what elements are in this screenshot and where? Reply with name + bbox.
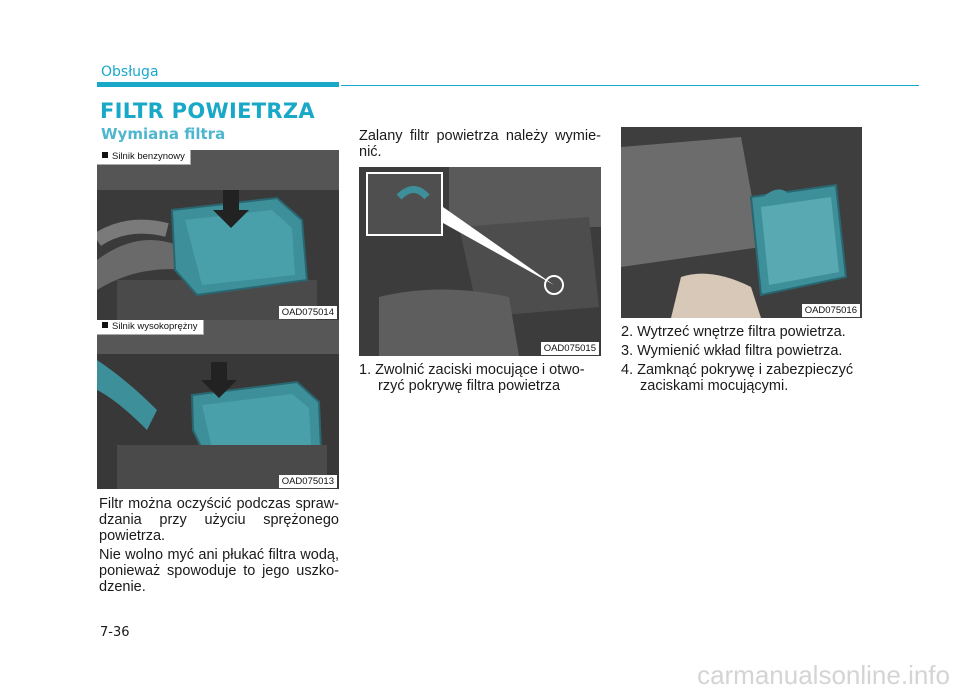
- paragraph-flooded: Zalany filtr powietrza należy wymie-nić.: [359, 128, 601, 160]
- page-title: FILTR POWIETRZA: [100, 99, 315, 123]
- watermark: carmanualsonline.info: [697, 660, 950, 690]
- square-bullet-icon: [102, 152, 108, 158]
- figure-filter-element: [621, 127, 862, 318]
- step-4: 4. Zamknąć pokrywę i zabezpieczyć zaciskami mocującymi.: [621, 362, 854, 394]
- step-1: 1. Zwolnić zaciski mocujące i otwo-rzyć pokrywę filtra powietrza: [359, 362, 585, 394]
- square-bullet-icon: [102, 322, 108, 328]
- figure-release-clips: [359, 167, 601, 356]
- header-bar: [97, 82, 339, 87]
- figure-diesel-engine: [97, 320, 339, 489]
- figure-tag: Silnik wysokoprężny: [97, 320, 204, 335]
- figure-petrol-engine: [97, 150, 339, 320]
- figure-code: OAD075013: [279, 475, 337, 488]
- paragraph-no-wash: Nie wolno myć ani płukać filtra wodą, ponieważ spowoduje to jego uszko-dzenie.: [99, 547, 339, 595]
- section-subtitle: Wymiana filtra: [101, 125, 226, 143]
- paragraph-clean: Filtr można oczyścić podczas spraw-dzania przy użyciu sprężonego powietrza.: [99, 496, 339, 544]
- figure-code: OAD075014: [279, 306, 337, 319]
- step-2: 2. Wytrzeć wnętrze filtra powietrza.: [621, 324, 846, 340]
- figure-tag: Silnik benzynowy: [97, 150, 191, 165]
- header-rule: [341, 85, 919, 86]
- figure-code: OAD075015: [541, 342, 599, 355]
- step-3: 3. Wymienić wkład filtra powietrza.: [621, 343, 843, 359]
- section-label: Obsługa: [101, 64, 159, 80]
- page-number: 7-36: [100, 625, 130, 640]
- figure-code: OAD075016: [802, 304, 860, 317]
